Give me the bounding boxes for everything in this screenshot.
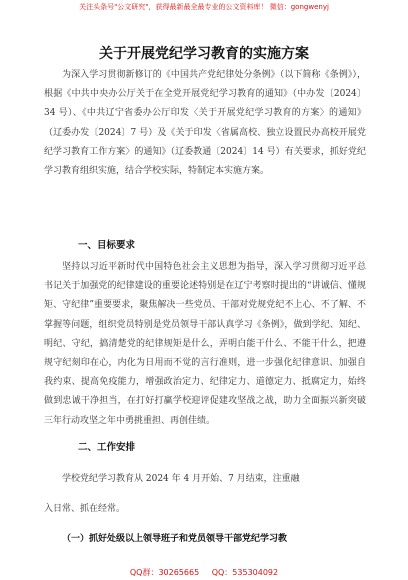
arrangement-paragraph: 学校党纪学习教育从 2024 年 4 月开始、7 月结束，注重融: [62, 474, 300, 484]
goals-paragraph: 坚持以习近平新时代中国特色社会主义思想为指导，深入学习贯彻习近平总书记关于加强党的纪律建设的重要论述特别是在辽宁考察时提出的“讲诚信、懂规矩、守纪律”重要要求，聚焦解决一些党员、干部对党规党纪不上心、不了解、不掌握等问题，组织党员特别是党员领导干部认真学习《条例》，做到学纪、知纪、明纪、守纪，搞清楚党的纪律规矩是什么，弄明白能干什么、不能干什么，把遵规守纪刻印在心，内化为日用而不觉的言行准则，进一步强化纪律意识、加强自我约束、提高免疫能力，增强政治定力、纪律定力、道德定力、抵腐定力，始终做到忠诚干净担当，在打好打赢学校迎评促建攻坚战之战，助力全面振兴新突破三年行动攻坚之年中勇挑重担、再创佳绩。: [44, 262, 366, 426]
intro-paragraph: 为深入学习贯彻新修订的《中国共产党纪律处分条例》（以下简称《条例》），根据《中共中央办公厅关于在全党开展党纪学习教育的通知》（中办发〔2024〕34 号）、《中共辽宁省委办公厅印发〈关于开展党纪学习教育的方案〉的通知》（辽委办发〔2024〕7 号）及《关于印发〈省属高校、独立设置民办高校开展党纪学习教育工作方案〉的通知》（辽委教通〔2024〕14 号）有关要求，抓好党纪学习教育组织实施，结合学校实际，特制定本实施方案。: [44, 70, 366, 177]
section-heading-goals: 一、目标要求: [78, 240, 136, 251]
section-heading-arrangement: 二、工作安排: [78, 442, 136, 453]
document-title: 关于开展党纪学习教育的实施方案: [99, 46, 309, 62]
top-banner: 关注头条号"公文研究"，获得最新最全最专业的公文资料库！ 微信：gongwenyj: [79, 3, 329, 11]
footer-contact: QQ群：30265665 QQ：535304092: [129, 568, 279, 577]
arrangement-paragraph-continued: 入日常、抓在经常。: [44, 504, 126, 514]
subsection-heading-1: （一）抓好处级以上领导班子和党员领导干部党纪学习教: [62, 534, 288, 544]
